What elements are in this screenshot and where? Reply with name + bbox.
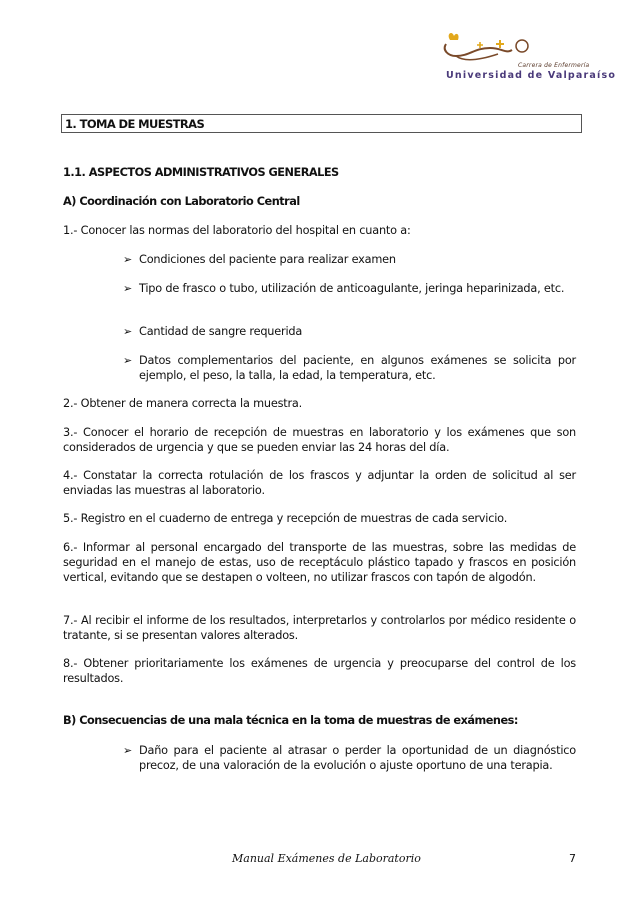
item-5: 5.- Registro en el cuaderno de entrega y recepción de muestras de cada servicio.	[63, 512, 508, 525]
bullet-item	[123, 353, 576, 383]
arrow-bullet-icon: ➢	[123, 354, 133, 367]
item-8: 8.- Obtener prioritariamente los exámenes de urgencia y preocuparse del control de los resultados.	[63, 657, 576, 685]
item-2: 2.- Obtener de manera correcta la muestra.	[63, 397, 303, 410]
logo-title: Universidad de Valparaíso	[446, 70, 617, 81]
section-title: 1. TOMA DE MUESTRAS	[65, 117, 205, 131]
arrow-bullet-icon: ➢	[123, 744, 133, 757]
arrow-bullet-icon: ➢	[123, 282, 133, 295]
arrow-bullet-icon: ➢	[123, 325, 133, 338]
arrow-bullet-icon: ➢	[123, 253, 133, 266]
bullet-item	[123, 281, 576, 296]
item-6: 6.- Informar al personal encargado del transporte de las muestras, sobre las medidas de seguridad en el manejo de estas, uso de receptáculo plástico tapado y frascos en posición vertical, evitando que se destapen o volteen, no utilizar frascos con tapón de algodón.	[63, 541, 576, 584]
logo-subtitle: Carrera de Enfermería	[518, 62, 590, 69]
subsection-title: 1.1. ASPECTOS ADMINISTRATIVOS GENERALES	[63, 166, 339, 179]
bullet-text: Daño para el paciente al atrasar o perder la oportunidad de un diagnóstico precoz, de una valoración de la evolución o ajuste oportuno de una terapia.	[139, 744, 576, 772]
bullet-text: Tipo de frasco o tubo, utilización de anticoagulante, jeringa heparinizada, etc.	[139, 282, 565, 295]
item-1: 1.- Conocer las normas del laboratorio del hospital en cuanto a:	[63, 224, 411, 237]
section-title-box	[61, 114, 582, 133]
bullet-text: Datos complementarios del paciente, en algunos exámenes se solicita por ejemplo, el peso, la talla, la edad, la temperatura, etc.	[139, 354, 576, 382]
bullet-item	[123, 252, 576, 267]
part-b-heading: B) Consecuencias de una mala técnica en la toma de muestras de exámenes:	[63, 714, 518, 727]
item-3: 3.- Conocer el horario de recepción de muestras en laboratorio y los exámenes que son considerados de urgencia y que se pueden enviar las 24 horas del día.	[63, 426, 576, 454]
bullet-text: Cantidad de sangre requerida	[139, 325, 303, 338]
bullet-item	[123, 324, 576, 339]
item-4: 4.- Constatar la correcta rotulación de los frascos y adjuntar la orden de solicitud al ser enviadas las muestras al laboratorio.	[63, 469, 576, 497]
page-number: 7	[569, 852, 576, 865]
bullet-text: Condiciones del paciente para realizar examen	[139, 253, 396, 266]
part-a-heading: A) Coordinación con Laboratorio Central	[63, 195, 300, 208]
footer-title: Manual Exámenes de Laboratorio	[232, 852, 421, 865]
bullet-item	[123, 743, 576, 773]
item-7: 7.- Al recibir el informe de los resultados, interpretarlos y controlarlos por médico residente o tratante, si se presentan valores alterados.	[63, 614, 576, 642]
